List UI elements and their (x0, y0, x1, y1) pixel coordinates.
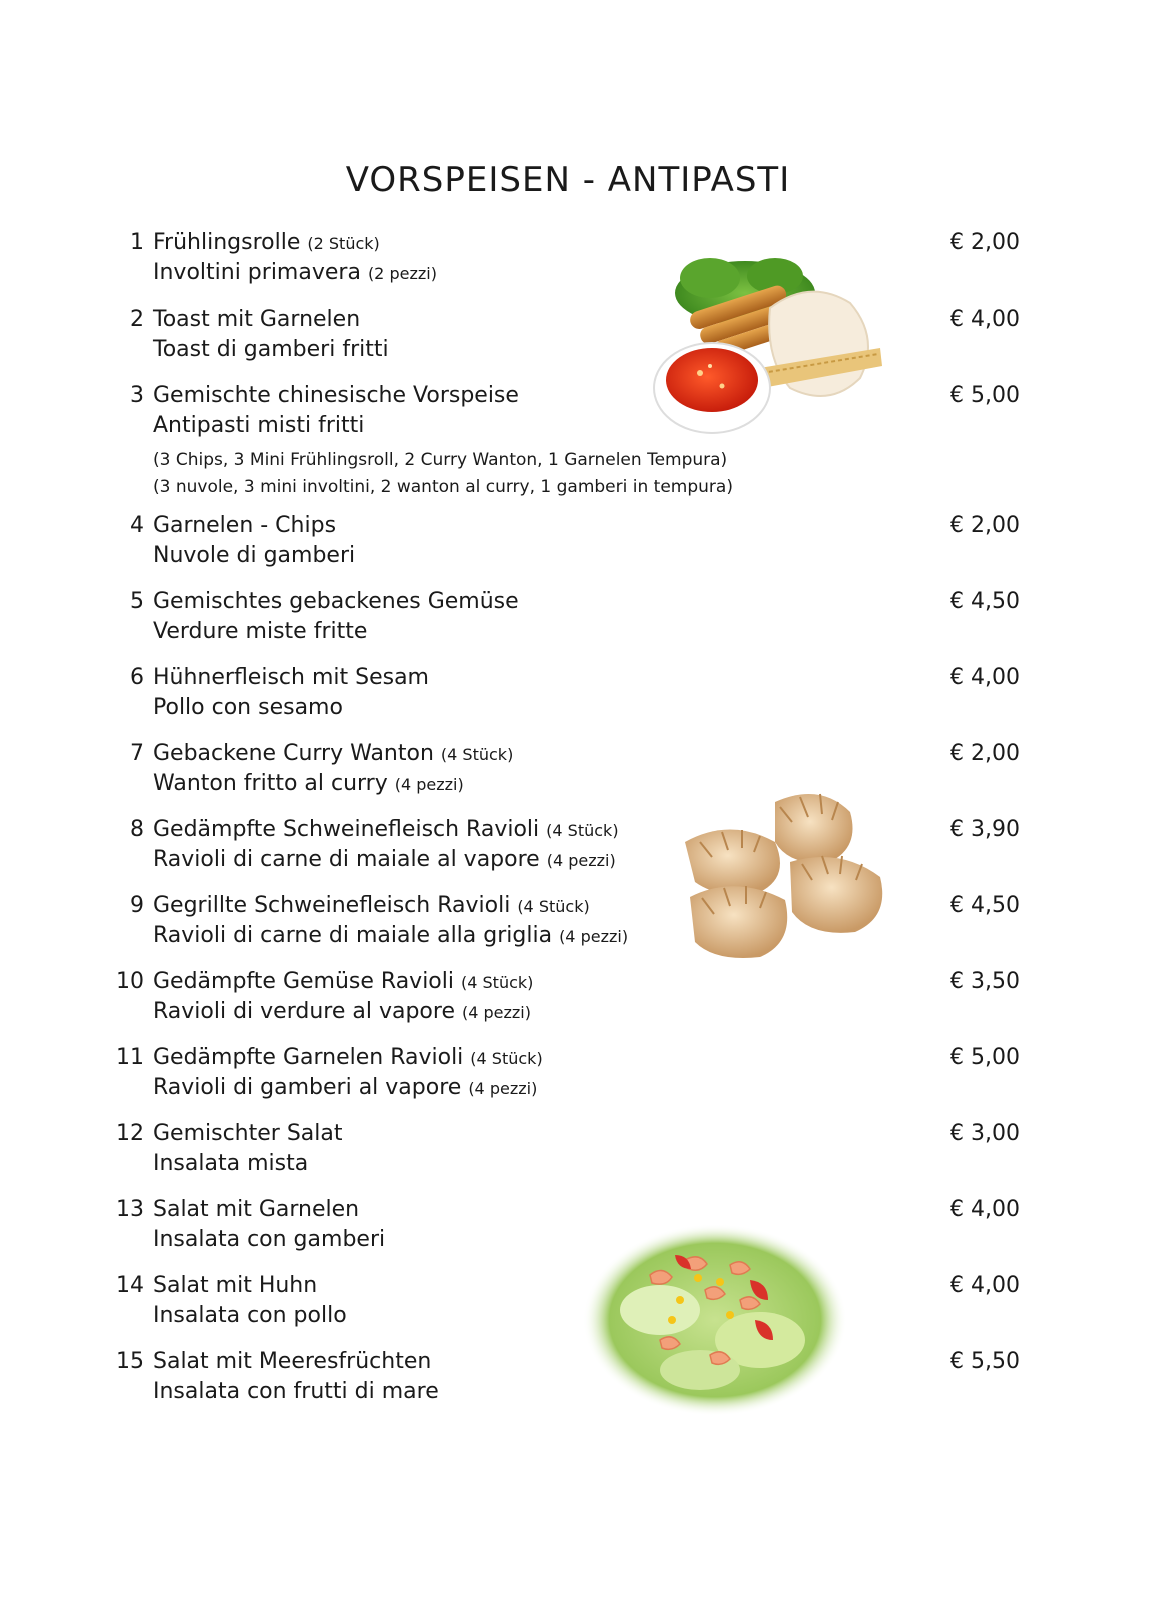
page-title: VORSPEISEN - ANTIPASTI (345, 160, 791, 200)
item-name-german-text: Gedämpfte Gemüse Ravioli (153, 969, 454, 994)
item-quantity-german: (4 Stück) (546, 821, 619, 840)
item-name-italian-text: Antipasti misti fritti (153, 413, 365, 438)
item-name-german (153, 815, 619, 846)
item-number: 14 (116, 1273, 144, 1298)
item-name-italian-text: Pollo con sesamo (153, 695, 343, 720)
item-name-german-text: Gemischter Salat (153, 1121, 343, 1146)
item-name-german-text: Salat mit Huhn (153, 1273, 318, 1298)
item-name-italian-text: Ravioli di gamberi al vapore (153, 1075, 462, 1100)
item-number: 3 (130, 383, 144, 408)
item-name-german (153, 663, 429, 693)
item-name-german-text: Gedämpfte Schweinefleisch Ravioli (153, 817, 540, 842)
item-name-german (153, 1271, 317, 1301)
item-price: € 5,00 (950, 1045, 1020, 1070)
item-name-italian-text: Insalata mista (153, 1151, 309, 1176)
item-name-german-text: Gedämpfte Garnelen Ravioli (153, 1045, 464, 1070)
item-quantity-italian: (4 pezzi) (546, 851, 616, 870)
item-number: 7 (130, 741, 144, 766)
item-quantity-german: (4 Stück) (461, 973, 534, 992)
item-name-italian-text: Insalata con pollo (153, 1303, 347, 1328)
item-name-italian (153, 769, 464, 800)
item-name-italian (153, 921, 628, 952)
item-name-german-text: Gemischtes gebackenes Gemüse (153, 589, 519, 614)
item-number: 12 (116, 1121, 144, 1146)
item-price: € 5,50 (950, 1349, 1020, 1374)
item-name-italian (153, 693, 343, 723)
item-name-german (153, 1119, 343, 1149)
item-price: € 2,00 (950, 513, 1020, 538)
item-number: 2 (130, 307, 144, 332)
item-number: 5 (130, 589, 144, 614)
item-number: 8 (130, 817, 144, 842)
item-number: 1 (130, 230, 144, 255)
item-quantity-italian: (4 pezzi) (559, 927, 629, 946)
item-name-german (153, 1043, 543, 1074)
item-name-italian-text: Toast di gamberi fritti (153, 337, 389, 362)
item-name-german (153, 587, 519, 617)
item-number: 10 (116, 969, 144, 994)
item-name-german-text: Gegrillte Schweinefleisch Ravioli (153, 893, 511, 918)
item-name-italian-text: Wanton fritto al curry (153, 771, 388, 796)
item-name-german-text: Gebackene Curry Wanton (153, 741, 434, 766)
item-name-italian (153, 617, 367, 647)
item-name-german (153, 967, 533, 998)
item-name-italian (153, 258, 437, 289)
item-name-italian (153, 411, 364, 441)
item-quantity-german: (4 Stück) (440, 745, 514, 764)
item-price: € 4,00 (950, 665, 1020, 690)
item-name-german-text: Toast mit Garnelen (153, 307, 361, 332)
shrimp-salad-image (580, 1220, 850, 1420)
item-name-german-text: Hühnerfleisch mit Sesam (153, 665, 429, 690)
item-name-italian (153, 845, 616, 876)
item-contents-note: (3 Chips, 3 Mini Frühlingsroll, 2 Curry Wanton, 1 Garnelen Tempura) (153, 450, 728, 470)
item-name-german (153, 228, 380, 259)
item-name-italian-text: Nuvole di gamberi (153, 543, 356, 568)
item-name-italian-text: Ravioli di carne di maiale al vapore (153, 847, 540, 872)
item-name-german-text: Gemischte chinesische Vorspeise (153, 383, 519, 408)
item-name-german-text: Salat mit Garnelen (153, 1197, 360, 1222)
item-quantity-italian: (4 pezzi) (468, 1079, 538, 1098)
item-number: 15 (116, 1349, 144, 1374)
item-name-german-text: Frühlingsrolle (153, 230, 301, 255)
dumplings-image (680, 782, 910, 982)
item-number: 4 (130, 513, 144, 538)
item-name-italian-text: Insalata con gamberi (153, 1227, 386, 1252)
item-quantity-german: (2 Stück) (307, 234, 380, 253)
item-quantity-german: (4 Stück) (470, 1049, 543, 1068)
item-number: 9 (130, 893, 144, 918)
item-quantity-german: (4 Stück) (517, 897, 590, 916)
item-name-italian (153, 541, 355, 571)
item-price: € 4,00 (950, 1273, 1020, 1298)
item-name-german (153, 1195, 359, 1225)
item-name-italian (153, 997, 531, 1028)
item-name-german (153, 739, 513, 770)
item-price: € 3,00 (950, 1121, 1020, 1146)
item-price: € 3,50 (950, 969, 1020, 994)
item-name-italian (153, 335, 389, 365)
item-price: € 2,00 (950, 741, 1020, 766)
item-contents-note: (3 nuvole, 3 mini involtini, 2 wanton al curry, 1 gamberi in tempura) (153, 477, 733, 497)
item-price: € 4,50 (950, 893, 1020, 918)
item-quantity-italian: (4 pezzi) (394, 775, 464, 794)
item-name-italian-text: Involtini primavera (153, 260, 361, 285)
item-price: € 3,90 (950, 817, 1020, 842)
item-name-german (153, 1347, 431, 1377)
item-price: € 4,50 (950, 589, 1020, 614)
item-price: € 2,00 (950, 230, 1020, 255)
item-name-italian-text: Ravioli di carne di maiale alla griglia (153, 923, 553, 948)
item-name-german-text: Salat mit Meeresfrüchten (153, 1349, 432, 1374)
item-name-german-text: Garnelen - Chips (153, 513, 337, 538)
spring-rolls-image (650, 248, 890, 448)
item-name-italian (153, 1149, 308, 1179)
item-price: € 4,00 (950, 307, 1020, 332)
item-name-italian (153, 1301, 347, 1331)
item-quantity-italian: (4 pezzi) (461, 1003, 531, 1022)
item-name-italian (153, 1073, 537, 1104)
item-name-german (153, 891, 590, 922)
item-name-german (153, 305, 360, 335)
item-name-italian-text: Verdure miste fritte (153, 619, 368, 644)
item-name-german (153, 511, 336, 541)
item-name-italian (153, 1225, 385, 1255)
item-price: € 5,00 (950, 383, 1020, 408)
item-price: € 4,00 (950, 1197, 1020, 1222)
item-name-italian-text: Ravioli di verdure al vapore (153, 999, 455, 1024)
item-number: 13 (116, 1197, 144, 1222)
item-name-german (153, 381, 519, 411)
item-name-italian (153, 1377, 439, 1407)
item-number: 11 (116, 1045, 144, 1070)
item-quantity-italian: (2 pezzi) (367, 264, 437, 283)
item-name-italian-text: Insalata con frutti di mare (153, 1379, 439, 1404)
item-number: 6 (130, 665, 144, 690)
